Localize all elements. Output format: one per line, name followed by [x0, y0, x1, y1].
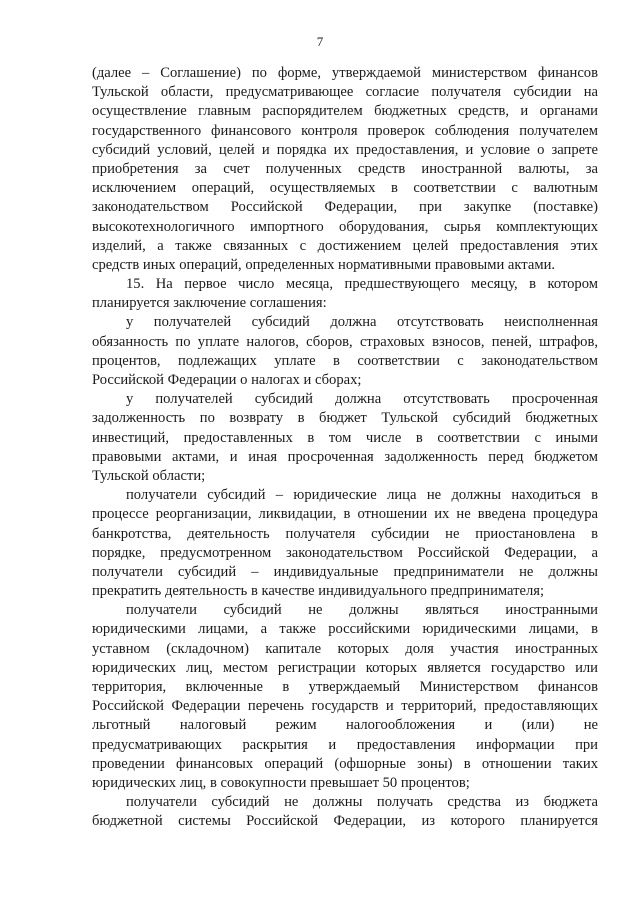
text-line: процессе реорганизации, ликвидации, в отношении их не введена процедура — [92, 506, 598, 523]
text-line: Российской Федерации перечень государств и территорий, предоставляющих — [92, 698, 598, 715]
text-line: проведении финансовых операций (офшорные зоны) в отношении таких — [92, 755, 598, 772]
text-line: средств иных операций, определенных нормативными правовыми актами. — [92, 256, 556, 273]
text-line: высокотехнологичного импортного оборудования, сырья комплектующих — [92, 218, 598, 235]
text-line: у получателей субсидий должна отсутствовать просроченная — [126, 391, 598, 408]
text-line: Тульской области; — [92, 467, 206, 484]
text-line: получатели субсидий не должны получать средства из бюджета — [126, 794, 598, 811]
text-line: правовыми актами, и иная просроченная задолженность перед бюджетом — [92, 448, 598, 465]
text-line: предусматривающих раскрытия и предоставления информации при — [92, 736, 598, 753]
text-line: получатели субсидий не должны являться иностранными — [126, 602, 598, 619]
text-line: получатели субсидий – индивидуальные предприниматели не должны — [92, 563, 598, 580]
text-line: изделий, а также связанных с достижением целей предоставления этих — [92, 237, 598, 254]
text-line: уставном (складочном) капитале которых доля участия иностранных — [92, 640, 598, 657]
text-line: бюджетной системы Российской Федерации, из которого планируется — [92, 813, 598, 830]
text-line: Тульской области, предусматривающее согласие получателя субсидии на — [92, 84, 598, 101]
text-line: юридическими лицами, а также российскими юридическими лицами, в — [92, 621, 598, 638]
text-line: юридических лиц, в совокупности превышает 50 процентов; — [92, 774, 470, 791]
text-line: приобретения за счет полученных средств иностранной валюты, за — [92, 160, 598, 177]
text-line: субсидий условий, целей и порядка их предоставления, и условие о запрете — [92, 141, 598, 158]
text-line: льготный налоговый режим налогообложения и (или) не — [92, 717, 598, 734]
text-line: 15. На первое число месяца, предшествующего месяцу, в котором — [126, 276, 598, 293]
text-line: законодательством Российской Федерации, при закупке (поставке) — [92, 199, 598, 216]
text-line: государственного финансового контроля проверок соблюдения получателем — [92, 122, 598, 139]
text-line: территория, включенные в утверждаемый Министерством финансов — [92, 679, 598, 695]
text-line: обязанность по уплате налогов, сборов, страховых взносов, пеней, штрафов, — [92, 333, 598, 350]
text-line: планируется заключение соглашения: — [92, 295, 327, 312]
page-number: 7 — [316, 34, 324, 49]
text-line: порядке, предусмотренном законодательством Российской Федерации, а — [92, 544, 598, 561]
document-body — [92, 64, 598, 832]
text-line: исключением операций, осуществляемых в соответствии с валютным — [92, 180, 598, 197]
text-line: прекратить деятельность в качестве индивидуального предпринимателя; — [92, 583, 545, 600]
text-line: инвестиций, предоставленных в том числе в соответствии с иными — [92, 429, 598, 446]
text-line: задолженность по возврату в бюджет Тульской субсидий бюджетных — [92, 410, 598, 427]
text-line: (далее – Соглашение) по форме, утверждаемой министерством финансов — [92, 65, 598, 81]
text-line: осуществление главным распорядителем бюджетных средств, и органами — [92, 103, 598, 120]
text-line: получатели субсидий – юридические лица не должны находиться в — [126, 487, 598, 504]
text-line: процентов, подлежащих уплате в соответствии с законодательством — [92, 352, 598, 369]
text-line: юридических лиц, местом регистрации которых является государство или — [92, 659, 598, 676]
text-line: Российской Федерации о налогах и сборах; — [92, 372, 362, 388]
text-line: банкротства, деятельность получателя субсидии не приостановлена в — [92, 525, 598, 542]
text-line: у получателей субсидий должна отсутствовать неисполненная — [126, 314, 598, 331]
